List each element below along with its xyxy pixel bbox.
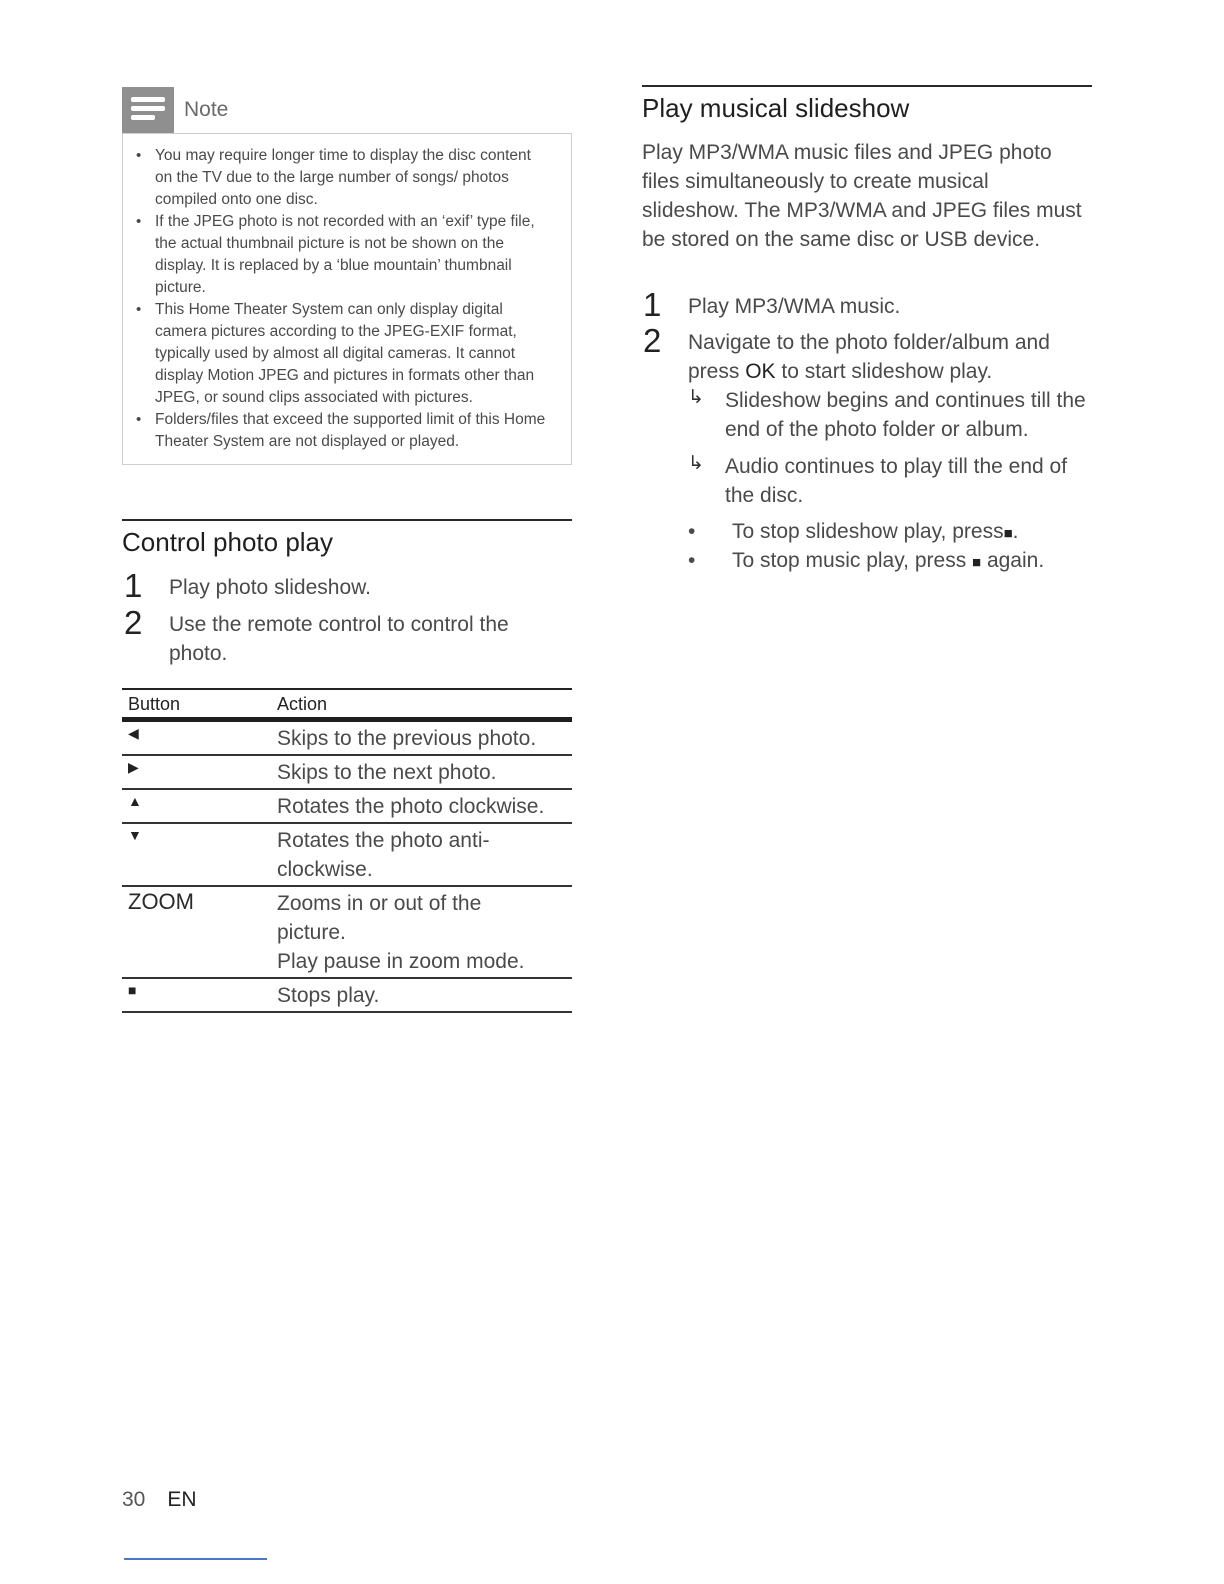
table-cell-action: Stops play. — [277, 984, 380, 1007]
bullet-item — [688, 546, 1044, 577]
note-icon — [122, 87, 174, 133]
bullet-text — [732, 520, 1018, 543]
table-row — [122, 722, 572, 756]
zoom-button-label: ZOOM — [128, 889, 194, 914]
previous-icon: ◀ — [128, 725, 139, 741]
bullet-text — [732, 549, 1044, 572]
page-footer — [122, 1488, 197, 1512]
language-code: EN — [167, 1488, 197, 1511]
section-heading-play-musical-slideshow: Play musical slideshow — [642, 93, 910, 123]
result-arrow-icon: ↳ — [688, 453, 704, 474]
bullet-dot: • — [688, 549, 696, 572]
down-icon: ▼ — [128, 827, 142, 843]
table-cell-action-extra: Play pause in zoom mode. — [277, 950, 525, 973]
step-number: 2 — [643, 322, 662, 359]
column-header-action: Action — [277, 694, 328, 714]
table-cell-action: Rotates the photo clockwise. — [277, 795, 545, 818]
note-item: • This Home Theater System can only display digital camera pictures according to the JPEG-EXIF format, typically used by almost all digital cameras. It cannot display Motion JPEG and pictures in formats other than JPEG, or sound clips associated with pictures. — [155, 299, 555, 409]
bullet-text-part: . — [1012, 520, 1019, 543]
note-item: • If the JPEG photo is not recorded with an ‘exif’ type file, the actual thumbnail picture is not be shown on the display. It is replaced by a ‘blue mountain’ thumbnail picture. — [155, 211, 555, 299]
footer-rule — [124, 1558, 267, 1560]
section-rule — [642, 85, 1092, 87]
result-item — [688, 386, 1098, 444]
step-number: 1 — [643, 286, 662, 323]
note-box — [122, 133, 572, 465]
table-cell-action: Skips to the previous photo. — [277, 727, 537, 750]
table-cell-action: Zooms in or out of the picture. — [277, 892, 482, 944]
column-header-button: Button — [128, 694, 181, 714]
page-number: 30 — [122, 1488, 146, 1511]
table-row — [122, 887, 572, 979]
next-icon: ▶ — [128, 759, 139, 775]
bullet-text-part: again. — [981, 549, 1045, 572]
step-text-part: to start slideshow play. — [775, 360, 993, 383]
stop-icon: ■ — [972, 554, 982, 571]
bullet-dot: • — [688, 520, 696, 543]
note-item: • Folders/files that exceed the supported limit of this Home Theater System are not displayed or played. — [155, 409, 555, 453]
step-number: 1 — [124, 567, 143, 604]
bullet-text-part: To stop slideshow play, press — [732, 520, 1004, 543]
table-row — [122, 824, 572, 887]
note-item: • You may require longer time to display the disc content on the TV due to the large number of songs/ photos compiled onto one disc. — [155, 145, 555, 211]
up-icon: ▲ — [128, 793, 142, 809]
bullet-item — [688, 517, 1018, 548]
stop-icon: ■ — [128, 982, 137, 998]
section-rule — [122, 519, 572, 521]
bullet-text-part: To stop music play, press — [732, 549, 973, 572]
table-row — [122, 756, 572, 790]
table-cell-action: Rotates the photo anti-clockwise. — [277, 829, 490, 881]
slideshow-intro: Play MP3/WMA music files and JPEG photo files simultaneously to create musical slideshow. The MP3/WMA and JPEG files must be stored on the same disc or USB device. — [642, 141, 1082, 251]
note-label: Note — [184, 98, 229, 121]
photo-control-table — [122, 688, 572, 1013]
step-text: Play photo slideshow. — [169, 576, 371, 599]
table-header — [122, 690, 572, 717]
step-text: Use the remote control to control the photo. — [169, 613, 509, 665]
section-heading-control-photo-play: Control photo play — [122, 527, 334, 557]
table-row — [122, 979, 572, 1013]
step-text — [688, 328, 1088, 386]
note-list — [123, 134, 571, 453]
result-text: Audio continues to play till the end of the disc. — [725, 455, 1068, 507]
step-text: Play MP3/WMA music. — [688, 295, 901, 318]
result-item — [688, 452, 1098, 510]
table-cell-action: Skips to the next photo. — [277, 761, 497, 784]
step-text-part: Navigate to the photo folder/album and press — [688, 331, 1050, 383]
result-arrow-icon: ↳ — [688, 387, 704, 408]
step-number: 2 — [124, 604, 143, 641]
note-header — [122, 87, 572, 133]
stop-icon: ■ — [1003, 525, 1013, 542]
ok-button-label: OK — [745, 360, 776, 383]
result-text: Slideshow begins and continues till the end of the photo folder or album. — [725, 389, 1086, 441]
table-row — [122, 790, 572, 824]
